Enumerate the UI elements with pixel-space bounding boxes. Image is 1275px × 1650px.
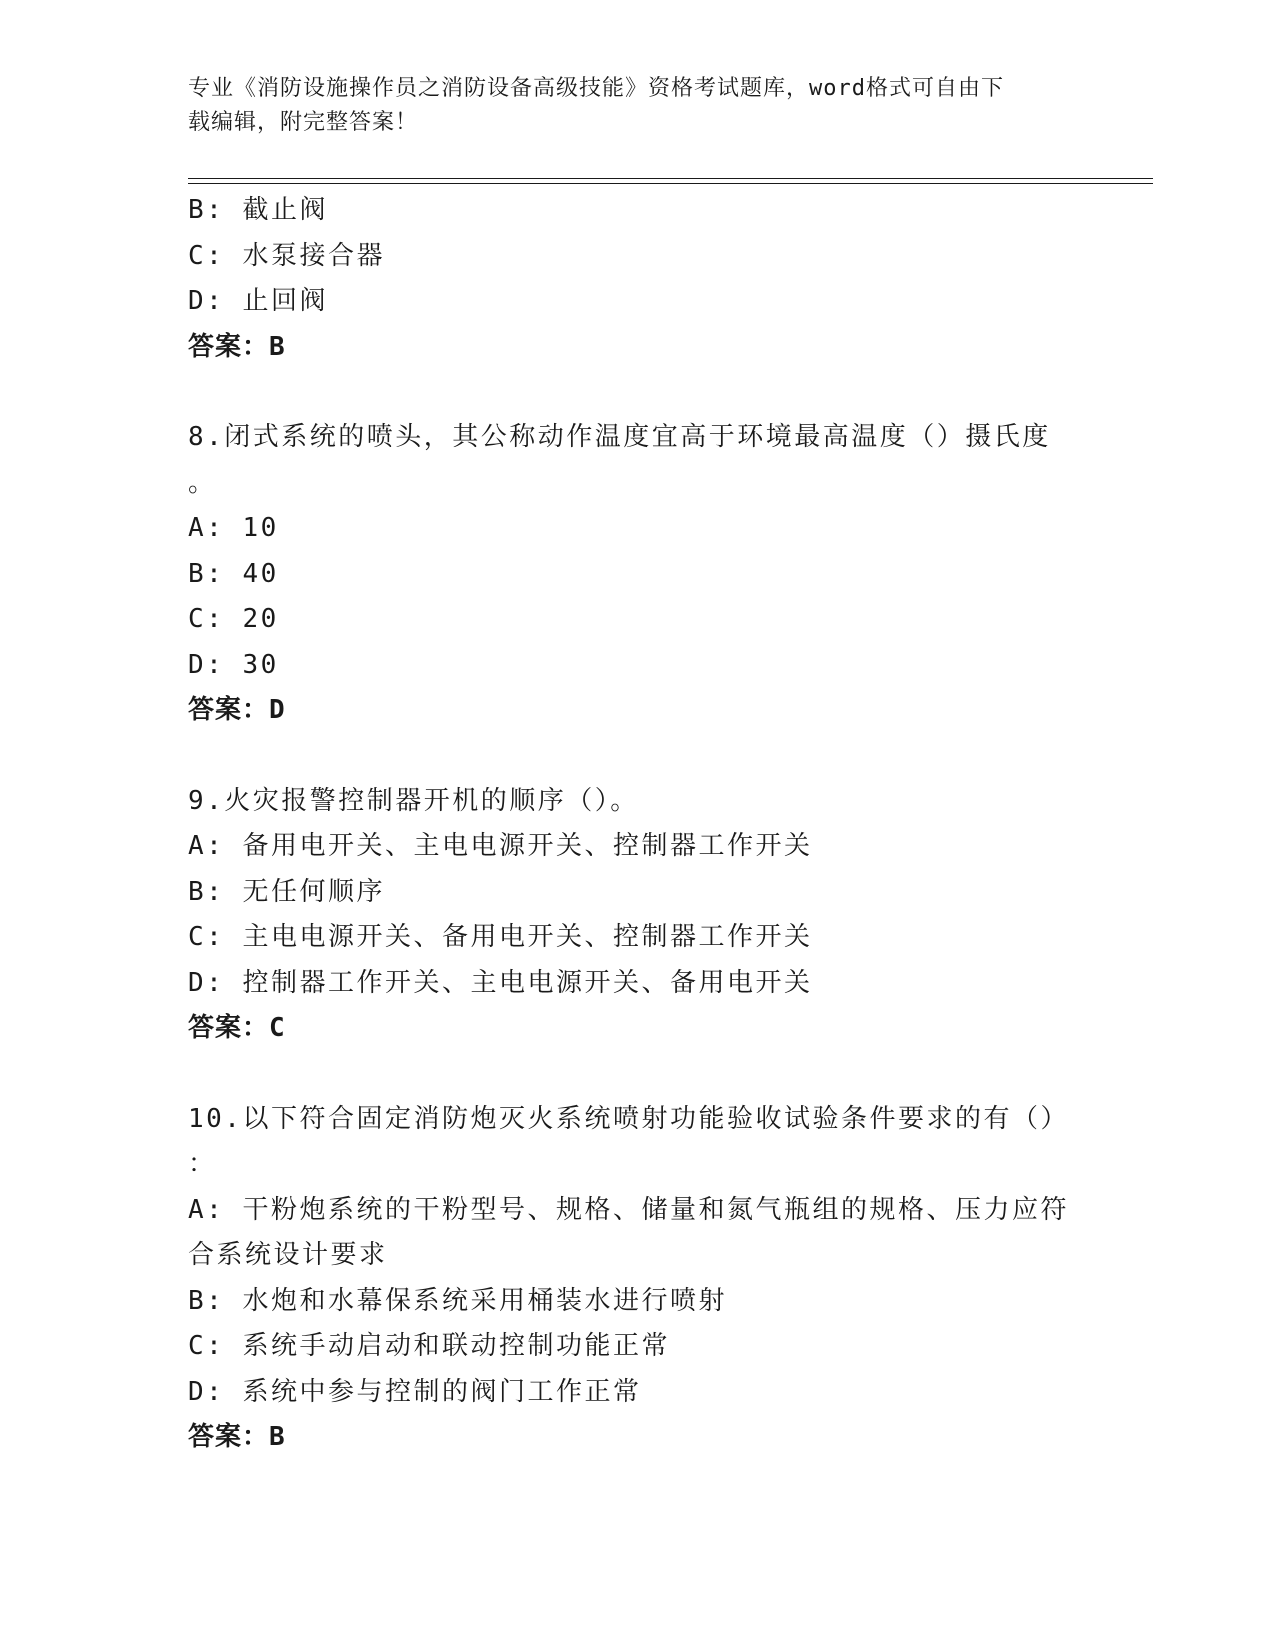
option-b: B: 40: [188, 558, 279, 589]
answer: 答案：B: [188, 1422, 286, 1452]
option-d: D: 30: [188, 649, 279, 680]
question-prev: [188, 188, 1088, 370]
document-header: [188, 72, 1068, 140]
option-b: B: 水炮和水幕保系统采用桶装水进行喷射: [188, 1285, 727, 1316]
answer: 答案：D: [188, 695, 286, 725]
question-9: [188, 779, 1088, 1052]
header-rule-bottom: [188, 183, 1153, 184]
question-list: [188, 188, 1088, 1461]
question-8: [188, 415, 1088, 734]
option-b: B: 截止阀: [188, 195, 328, 225]
header-line-1: 专业《消防设施操作员之消防设备高级技能》资格考试题库，word格式可自由下: [188, 76, 1004, 101]
option-c: C: 主电电源开关、备用电开关、控制器工作开关: [188, 922, 813, 952]
question-stem: 10.以下符合固定消防炮灭火系统喷射功能验收试验条件要求的有（）: [188, 1103, 1069, 1134]
question-stem-continued: ：: [188, 1149, 217, 1179]
question-stem: 9.火灾报警控制器开机的顺序（）。: [188, 785, 639, 816]
option-a-continued: 合系统设计要求: [188, 1240, 388, 1270]
question-stem-continued: 。: [188, 467, 217, 498]
header-rule-top: [188, 178, 1153, 179]
option-a: A: 干粉炮系统的干粉型号、规格、储量和氮气瓶组的规格、压力应符: [188, 1194, 1069, 1225]
option-d: D: 控制器工作开关、主电电源开关、备用电开关: [188, 967, 813, 998]
option-c: C: 水泵接合器: [188, 240, 385, 271]
question-stem: 8.闭式系统的喷头，其公称动作温度宜高于环境最高温度（）摄氏度: [188, 422, 1051, 452]
option-b: B: 无任何顺序: [188, 876, 385, 907]
option-a: A: 10: [188, 513, 279, 543]
option-d: D: 止回阀: [188, 286, 328, 316]
option-c: C: 系统手动启动和联动控制功能正常: [188, 1331, 670, 1361]
answer: 答案：B: [188, 331, 286, 362]
option-c: C: 20: [188, 604, 279, 634]
option-d: D: 系统中参与控制的阀门工作正常: [188, 1376, 642, 1407]
option-a: A: 备用电开关、主电电源开关、控制器工作开关: [188, 831, 813, 861]
question-10: [188, 1097, 1088, 1461]
header-line-2: 载编辑，附完整答案！: [188, 110, 419, 135]
answer: 答案：C: [188, 1013, 286, 1043]
